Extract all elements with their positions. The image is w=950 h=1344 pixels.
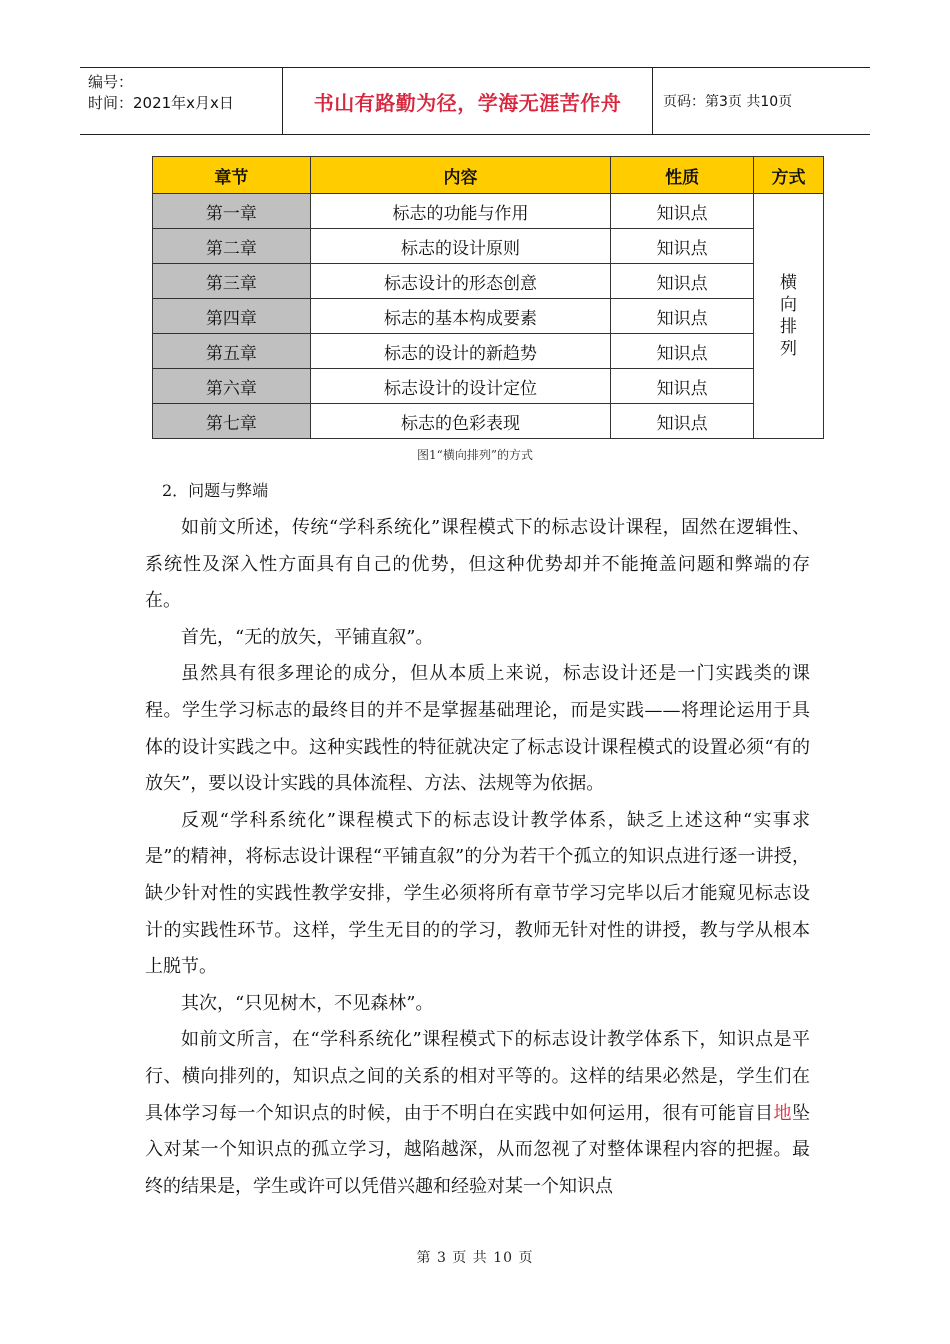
paragraph: 如前文所述，传统“学科系统化”课程模式下的标志设计课程，固然在逻辑性、系统性及深入性方面具有自己的优势，但这种优势却并不能掩盖问题和弊端的存在。 xyxy=(145,517,810,612)
table-header-row xyxy=(153,157,824,194)
nature-cell: 知识点 xyxy=(611,194,754,229)
header-mode: 方式 xyxy=(754,157,824,194)
content-cell: 标志的设计的新趋势 xyxy=(310,334,611,369)
nature-cell: 知识点 xyxy=(611,404,754,439)
chapter-cell: 第七章 xyxy=(153,404,311,439)
table-row xyxy=(153,299,824,334)
nature-cell: 知识点 xyxy=(611,369,754,404)
paragraph-text: 如前文所言，在“学科系统化”课程模式下的标志设计教学体系下，知识点是平行、横向排列的，知识点之间的关系的相对平等的。这样的结果必然是，学生们在具体学习每一个知识点的时候，由于不明白在实践中如何运用，很有可能盲目 xyxy=(145,1029,810,1124)
table-row xyxy=(153,334,824,369)
header-meta xyxy=(80,68,283,134)
number-label: 编号： xyxy=(88,73,134,91)
chapter-cell: 第一章 xyxy=(153,194,311,229)
highlighted-char: 地 xyxy=(773,1102,793,1124)
chapter-cell: 第五章 xyxy=(153,334,311,369)
table-row xyxy=(153,194,824,229)
header-motto: 书山有路勤为径，学海无涯苦作舟 xyxy=(283,68,653,134)
nature-cell: 知识点 xyxy=(611,229,754,264)
page-label: 页码：第3页 共10页 xyxy=(663,94,793,110)
paragraph: 虽然具有很多理论的成分，但从本质上来说，标志设计还是一门实践类的课程。学生学习标志的最终目的并不是掌握基础理论，而是实践——将理论运用于具体的设计实践之中。这种实践性的特征就决定了标志设计课程模式的设置必须“有的放矢”，要以设计实践的具体流程、方法、法规等为依据。 xyxy=(145,663,810,795)
paragraph: 反观“学科系统化”课程模式下的标志设计教学体系，缺乏上述这种“实事求是”的精神，将标志设计课程“平铺直叙”的分为若干个孤立的知识点进行逐一讲授，缺少针对性的实践性教学安排，学生必须将所有章节学习完毕以后才能窥见标志设计的实践性环节。这样，学生无目的的学习，教师无针对性的讲授，教与学从根本上脱节。 xyxy=(145,809,810,978)
paragraph-text: 坠入对某一个知识点的孤立学习，越陷越深，从而忽视了对整体课程内容的把握。最终的结果是，学生或许可以凭借兴趣和经验对某一个知识点 xyxy=(145,1102,811,1197)
table-row xyxy=(153,369,824,404)
chapter-cell: 第六章 xyxy=(153,369,311,404)
paragraph: 首先，“无的放矢，平铺直叙”。 xyxy=(181,626,434,648)
page-header xyxy=(80,67,870,135)
content-cell: 标志的色彩表现 xyxy=(310,404,611,439)
paragraph: 其次，“只见树木，不见森林”。 xyxy=(181,992,434,1014)
section-title: 2．问题与弊端 xyxy=(162,481,269,500)
header-chapter: 章节 xyxy=(153,157,311,194)
date-label: 时间：2021年x月x日 xyxy=(88,94,234,112)
table-row xyxy=(153,229,824,264)
paragraph xyxy=(145,1022,810,1205)
chapter-cell: 第二章 xyxy=(153,229,311,264)
mode-text: 横向排列 xyxy=(780,273,798,359)
chapter-cell: 第四章 xyxy=(153,299,311,334)
content-cell: 标志的功能与作用 xyxy=(310,194,611,229)
nature-cell: 知识点 xyxy=(611,334,754,369)
nature-cell: 知识点 xyxy=(611,264,754,299)
chapter-cell: 第三章 xyxy=(153,264,311,299)
header-nature: 性质 xyxy=(611,157,754,194)
content-cell: 标志的基本构成要素 xyxy=(310,299,611,334)
chapter-table xyxy=(152,156,824,439)
mode-cell xyxy=(754,194,824,439)
page-footer: 第 3 页 共 10 页 xyxy=(416,1250,534,1266)
nature-cell: 知识点 xyxy=(611,299,754,334)
table-row xyxy=(153,404,824,439)
table-caption: 图1“横向排列”的方式 xyxy=(417,448,533,462)
content-cell: 标志的设计原则 xyxy=(310,229,611,264)
header-content: 内容 xyxy=(310,157,611,194)
content-cell: 标志设计的设计定位 xyxy=(310,369,611,404)
content-cell: 标志设计的形态创意 xyxy=(310,264,611,299)
body-text xyxy=(145,510,810,1205)
table-row xyxy=(153,264,824,299)
